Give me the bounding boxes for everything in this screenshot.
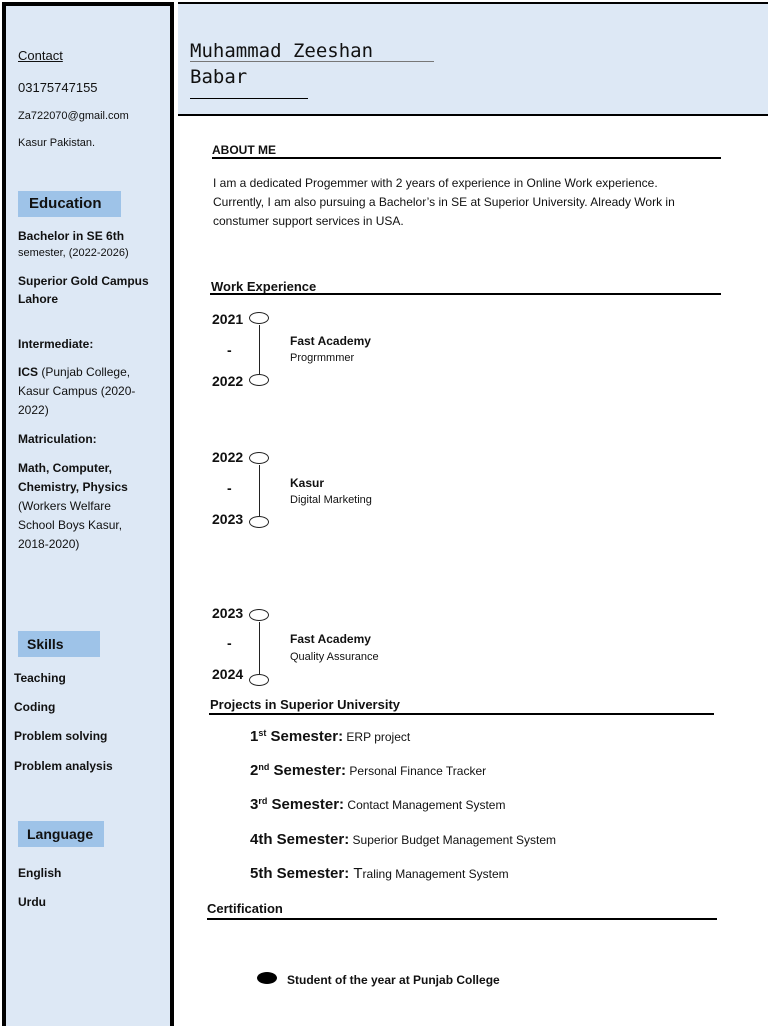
year-dash: - bbox=[227, 480, 232, 496]
job-end-year: 2024 bbox=[212, 666, 244, 682]
project-item bbox=[250, 728, 410, 745]
job-role: Quality Assurance bbox=[290, 651, 379, 663]
about-line1: I am a dedicated Progemmer with 2 years of experience in Online Work experience. bbox=[213, 176, 658, 190]
skill-item: Coding bbox=[14, 700, 56, 714]
about-line3: constumer support services in USA. bbox=[213, 214, 404, 228]
timeline-node bbox=[249, 516, 269, 528]
project-semester-num: 2 bbox=[250, 762, 259, 779]
project-semester-label: Semester: bbox=[266, 728, 344, 745]
ics-line1 bbox=[18, 365, 130, 379]
job-company: Fast Academy bbox=[290, 632, 371, 646]
timeline-line bbox=[259, 622, 260, 674]
email-address: Za722070@gmail.com bbox=[18, 110, 129, 122]
work-divider bbox=[210, 293, 721, 295]
skill-item: Problem solving bbox=[14, 729, 108, 743]
name-underline-2 bbox=[190, 98, 308, 99]
project-name-rest: raling Management System bbox=[362, 867, 509, 881]
name-underline bbox=[190, 61, 434, 62]
job-start-year: 2022 bbox=[212, 449, 244, 465]
timeline-line bbox=[259, 465, 260, 516]
project-semester-num: 3 bbox=[250, 796, 259, 813]
project-item bbox=[250, 762, 486, 779]
certification-divider bbox=[207, 918, 717, 920]
project-semester-num: 1 bbox=[250, 728, 259, 745]
job-company: Kasur bbox=[290, 476, 325, 490]
job-role: Digital Marketing bbox=[290, 494, 372, 506]
ics-bold: ICS bbox=[18, 365, 39, 379]
project-name: Contact Management System bbox=[344, 798, 506, 812]
location: Kasur Pakistan. bbox=[18, 137, 96, 149]
year-dash: - bbox=[227, 342, 232, 358]
matric-line5: 2018-2020) bbox=[18, 537, 80, 551]
language-item: English bbox=[18, 866, 62, 880]
contact-label: Contact bbox=[18, 48, 63, 63]
job-company: Fast Academy bbox=[290, 334, 371, 348]
about-divider bbox=[212, 157, 721, 159]
year-dash: - bbox=[227, 635, 232, 651]
project-item bbox=[250, 865, 509, 882]
project-semester-label: Semester: bbox=[269, 762, 347, 779]
matric-line4: School Boys Kasur, bbox=[18, 518, 123, 532]
project-semester-sup: nd bbox=[258, 762, 270, 772]
edu2-line1: Superior Gold Campus bbox=[18, 274, 149, 288]
project-name: ERP project bbox=[343, 730, 411, 744]
project-semester-num: 5th bbox=[250, 865, 273, 882]
project-semester-label: Semester: bbox=[272, 831, 350, 848]
edu1-sub: semester, (2022-2026) bbox=[18, 247, 129, 259]
name-line2: Babar bbox=[190, 66, 248, 88]
work-heading: Work Experience bbox=[211, 279, 317, 294]
project-name: Personal Finance Tracker bbox=[346, 764, 487, 778]
language-item: Urdu bbox=[18, 895, 46, 909]
project-semester-label: Semester: bbox=[267, 796, 345, 813]
project-semester-label: Semester: bbox=[272, 865, 354, 882]
project-name-initial: T bbox=[353, 865, 363, 882]
ics-line2: Kasur Campus (2020- bbox=[18, 384, 136, 398]
about-line2: Currently, I am also pursuing a Bachelor’s in SE at Superior University. Already Work in bbox=[213, 195, 675, 209]
education-heading: Education bbox=[18, 191, 121, 217]
ics-rest: (Punjab College, bbox=[38, 365, 131, 379]
projects-divider bbox=[209, 713, 714, 715]
matric-line2: Chemistry, Physics bbox=[18, 480, 128, 494]
matric-line1: Math, Computer, bbox=[18, 461, 113, 475]
project-item bbox=[250, 796, 505, 813]
bullet-icon bbox=[257, 972, 277, 984]
ics-line3: 2022) bbox=[18, 403, 49, 417]
matric-line3: (Workers Welfare bbox=[18, 499, 111, 513]
job-end-year: 2022 bbox=[212, 373, 244, 389]
phone-number: 03175747155 bbox=[18, 80, 98, 95]
job-start-year: 2021 bbox=[212, 311, 244, 327]
intermediate-label: Intermediate: bbox=[18, 337, 94, 351]
certification-heading: Certification bbox=[207, 901, 283, 916]
project-semester-sup: rd bbox=[258, 796, 268, 806]
language-heading: Language bbox=[18, 821, 104, 847]
edu1-title: Bachelor in SE 6th bbox=[18, 229, 125, 243]
skill-item: Teaching bbox=[14, 671, 66, 685]
timeline-node bbox=[249, 374, 269, 386]
timeline-node bbox=[249, 674, 269, 686]
skills-heading: Skills bbox=[18, 631, 100, 657]
timeline-node bbox=[249, 609, 269, 621]
timeline-line bbox=[259, 325, 260, 374]
project-semester-num: 4th bbox=[250, 831, 273, 848]
skill-item: Problem analysis bbox=[14, 759, 113, 773]
job-end-year: 2023 bbox=[212, 511, 244, 527]
about-heading: ABOUT ME bbox=[212, 143, 276, 157]
timeline-node bbox=[249, 312, 269, 324]
job-role: Progrmmmer bbox=[290, 352, 355, 364]
project-semester-sup: st bbox=[258, 728, 267, 738]
project-item bbox=[250, 831, 556, 848]
matric-label: Matriculation: bbox=[18, 432, 97, 446]
edu2-line2: Lahore bbox=[18, 292, 59, 306]
projects-heading: Projects in Superior University bbox=[210, 697, 401, 712]
name-line1: Muhammad Zeeshan bbox=[190, 40, 374, 62]
timeline-node bbox=[249, 452, 269, 464]
certification-item: Student of the year at Punjab College bbox=[287, 973, 500, 987]
job-start-year: 2023 bbox=[212, 605, 244, 621]
project-name: Superior Budget Management System bbox=[349, 833, 556, 847]
